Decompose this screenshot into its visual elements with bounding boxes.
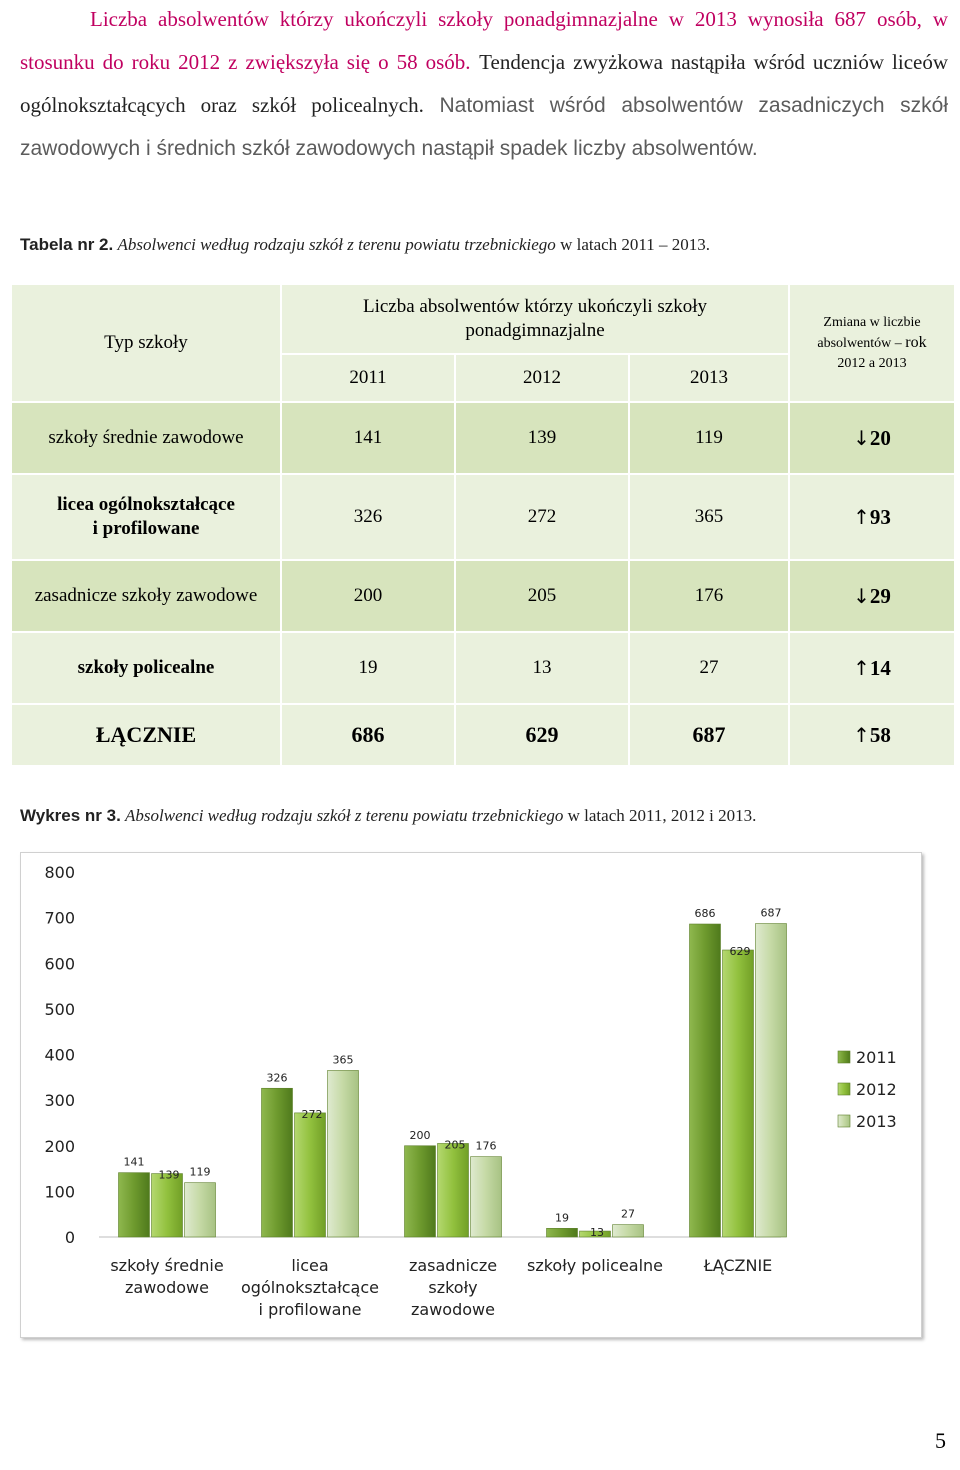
bar-2011-0 [119, 1173, 150, 1237]
bar-2011-1 [262, 1088, 293, 1237]
header-change-line2a: absolwentów – [817, 335, 902, 351]
row-change-value: 29 [869, 583, 891, 608]
row-change-value: 14 [869, 655, 891, 680]
x-tick-label: licea [291, 1256, 329, 1275]
header-year-2011: 2011 [281, 354, 455, 402]
row-2011: 19 [281, 632, 455, 704]
bar-2013-1 [328, 1070, 359, 1237]
header-change-line1: Zmiana w liczbie [823, 314, 921, 330]
x-tick-label: zawodowe [125, 1278, 209, 1297]
row-2013: 119 [629, 402, 789, 474]
bar-2012-4 [723, 950, 754, 1237]
chart-frame [20, 852, 922, 1338]
chart-caption-label: Wykres nr 3. [20, 806, 121, 825]
legend-label: 2011 [856, 1048, 897, 1067]
y-tick-label: 700 [44, 908, 75, 928]
data-label: 686 [694, 907, 716, 921]
arrow-up-icon: ↑ [853, 655, 870, 680]
table-caption-italic: Absolwenci według rodzaju szkół z terenu powiatu trzebnickiego [117, 235, 556, 254]
header-type: Typ szkoły [11, 284, 281, 402]
data-label: 687 [760, 906, 782, 920]
row-2012: 629 [455, 704, 629, 766]
legend-swatch [838, 1115, 850, 1127]
data-label: 629 [729, 945, 751, 959]
data-label: 19 [555, 1211, 569, 1225]
x-tick-label: ŁĄCZNIE [703, 1256, 773, 1275]
row-name: szkoły średnie zawodowe [11, 402, 281, 474]
y-tick-label: 100 [44, 1182, 75, 1202]
row-change [789, 704, 955, 766]
intro-line-1: Liczba absolwentów którzy ukończyli szkoły ponadgimnazjalne w 2013 wynosiła 687 osób, w stosunku do roku 2012 z zwiększyła się o 58 osób. [20, 7, 948, 74]
arrow-up-icon: ↑ [853, 722, 870, 747]
row-2011: 686 [281, 704, 455, 766]
y-tick-label: 400 [44, 1045, 75, 1065]
row-change-value: 93 [869, 504, 891, 529]
x-tick-label: zawodowe [411, 1300, 495, 1319]
arrow-up-icon: ↑ [853, 504, 870, 529]
row-name-line2: i profilowane [92, 518, 200, 539]
row-name-line1: licea ogólnokształcące [57, 494, 235, 515]
row-change [789, 632, 955, 704]
y-tick-label: 800 [44, 863, 75, 882]
row-2012: 205 [455, 560, 629, 632]
chart-caption-italic: Absolwenci według rodzaju szkół z terenu powiatu trzebnickiego [125, 806, 564, 825]
row-2012: 139 [455, 402, 629, 474]
y-tick-label: 600 [44, 954, 75, 974]
row-change [789, 560, 955, 632]
legend-label: 2012 [856, 1080, 897, 1099]
header-year-2013: 2013 [629, 354, 789, 402]
intro-line-3: Natomiast wśród absolwentów zasadniczych szkół zawodowych i średnich szkół zawodowych nastąpił spadek liczby absolwentów. [20, 94, 948, 160]
chart-caption-rest: w latach 2011, 2012 i 2013. [567, 806, 757, 825]
y-tick-label: 200 [44, 1136, 75, 1156]
bar-2012-0 [152, 1174, 183, 1237]
data-label: 141 [123, 1155, 145, 1169]
x-tick-label: szkoły średnie [110, 1256, 224, 1275]
row-change-value: 20 [869, 425, 891, 450]
row-change-value: 58 [869, 722, 891, 747]
data-label: 326 [266, 1071, 288, 1085]
header-change-line3: 2012 a 2013 [837, 355, 907, 371]
row-2012: 13 [455, 632, 629, 704]
data-label: 205 [444, 1138, 466, 1152]
y-tick-label: 300 [44, 1091, 75, 1111]
bar-2012-1 [295, 1113, 326, 1237]
header-change-line2b: rok [905, 333, 927, 351]
intro-paragraph [20, 0, 948, 170]
table-caption [20, 235, 710, 255]
data-label: 272 [301, 1107, 323, 1121]
y-tick-label: 500 [44, 999, 75, 1019]
chart-caption [20, 806, 756, 826]
y-tick-label: 0 [64, 1228, 75, 1247]
data-label: 13 [590, 1226, 604, 1240]
data-label: 200 [409, 1128, 431, 1142]
header-year-2012: 2012 [455, 354, 629, 402]
page-number: 5 [935, 1428, 946, 1453]
data-label: 365 [332, 1053, 354, 1067]
row-change [789, 474, 955, 560]
table-row [11, 474, 955, 560]
arrow-down-icon: ↓ [853, 425, 870, 450]
table-caption-rest: w latach 2011 – 2013. [560, 235, 711, 254]
bar-chart [21, 853, 921, 1337]
bar-2011-3 [547, 1228, 578, 1237]
bar-2013-0 [185, 1183, 216, 1237]
x-tick-label: i profilowane [258, 1300, 362, 1319]
row-name: zasadnicze szkoły zawodowe [11, 560, 281, 632]
x-tick-label: ogólnokształcące [241, 1278, 379, 1297]
bar-2013-4 [756, 924, 787, 1237]
legend-swatch [838, 1051, 850, 1063]
data-label: 176 [475, 1139, 497, 1153]
x-tick-label: zasadnicze [408, 1256, 498, 1275]
row-2013: 687 [629, 704, 789, 766]
row-2013: 365 [629, 474, 789, 560]
bar-2011-4 [690, 924, 721, 1237]
header-change [789, 284, 955, 402]
row-2011: 326 [281, 474, 455, 560]
graduates-table [10, 283, 956, 767]
row-2013: 27 [629, 632, 789, 704]
legend-label: 2013 [856, 1112, 897, 1131]
table-row [11, 632, 955, 704]
row-2011: 141 [281, 402, 455, 474]
table-row [11, 560, 955, 632]
row-2013: 176 [629, 560, 789, 632]
arrow-down-icon: ↓ [853, 583, 870, 608]
table-row-total [11, 704, 955, 766]
bar-2012-2 [438, 1143, 469, 1237]
bar-2011-2 [405, 1146, 436, 1237]
bar-2013-3 [613, 1225, 644, 1237]
x-tick-label: szkoły [428, 1278, 478, 1297]
table-row [11, 402, 955, 474]
row-name: ŁĄCZNIE [11, 704, 281, 766]
legend-swatch [838, 1083, 850, 1095]
x-tick-label: szkoły policealne [526, 1256, 664, 1275]
row-change [789, 402, 955, 474]
row-2012: 272 [455, 474, 629, 560]
data-label: 27 [621, 1207, 635, 1221]
data-label: 119 [189, 1165, 211, 1179]
bar-2013-2 [471, 1157, 502, 1237]
row-name: szkoły policealne [11, 632, 281, 704]
data-label: 139 [158, 1168, 180, 1182]
row-name [11, 474, 281, 560]
row-2011: 200 [281, 560, 455, 632]
header-group: Liczba absolwentów którzy ukończyli szkoły ponadgimnazjalne [281, 284, 789, 354]
intro-line-2: Tendencja zwyżkowa nastąpiła wśród uczniów liceów ogólnokształcących oraz szkół policealnych. [20, 50, 948, 117]
table-caption-label: Tabela nr 2. [20, 235, 114, 254]
